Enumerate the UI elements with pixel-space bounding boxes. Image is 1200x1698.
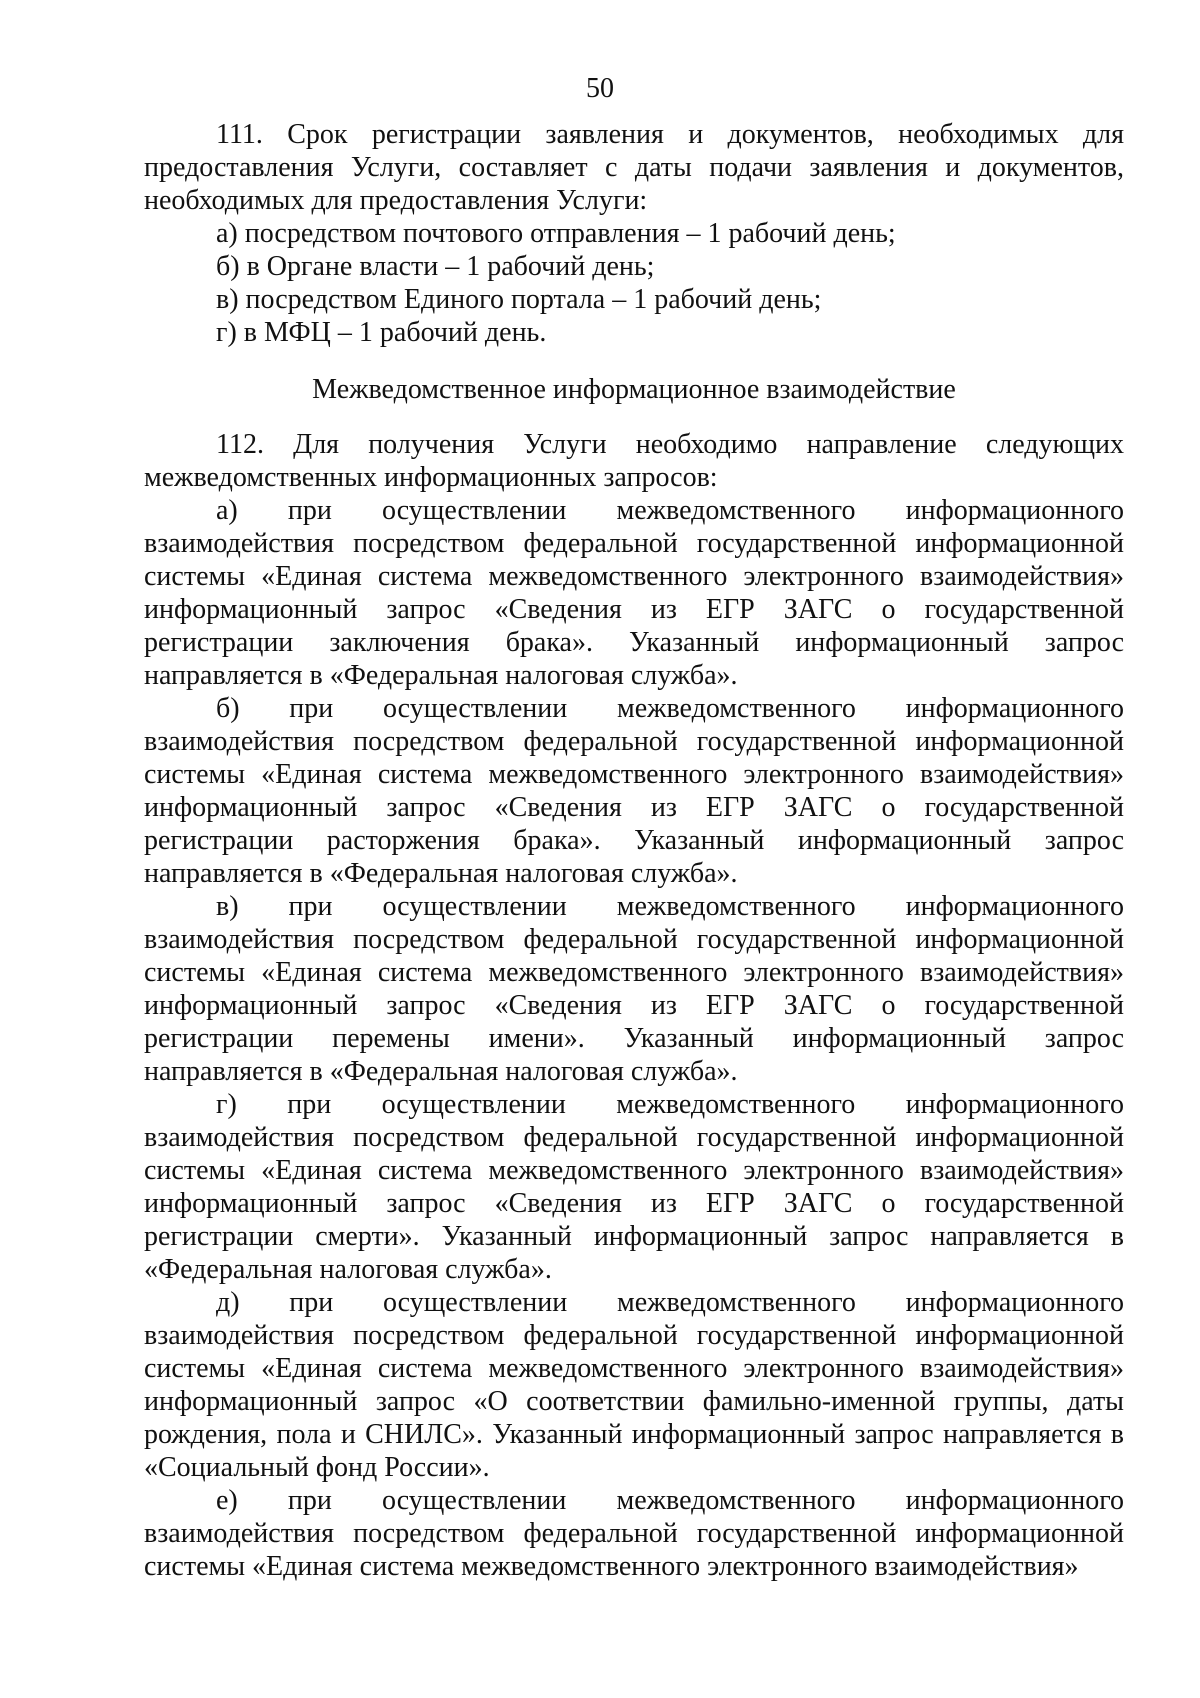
section-heading: Межведомственное информационное взаимодействие (312, 374, 956, 405)
paragraph-112-intro: 112. Для получения Услуги необходимо направление следующих межведомственных информационных запросов: (144, 429, 1124, 493)
page-number: 50 (586, 73, 614, 104)
paragraph-111-item-c: в) посредством Единого портала – 1 рабочий день; (216, 284, 822, 315)
document-body (144, 118, 1124, 1583)
paragraph-111-intro: 111. Срок регистрации заявления и документов, необходимых для предоставления Услуги, составляет с даты подачи заявления и документов, необходимых для предоставления Услуги: (144, 119, 1124, 216)
paragraph-112-item-d: г) при осуществлении межведомственного информационного взаимодействия посредством федеральной государственной информационной системы «Единая система межведомственного электронного взаимодействия» информационный запрос «Сведения из ЕГР ЗАГС о государственной регистрации смерти». Указанный информационный запрос направляется в «Федеральная налоговая служба». (144, 1089, 1124, 1285)
paragraph-112-item-a: а) при осуществлении межведомственного информационного взаимодействия посредством федеральной государственной информационной системы «Единая система межведомственного электронного взаимодействия» информационный запрос «Сведения из ЕГР ЗАГС о государственной регистрации заключения брака». Указанный информационный запрос направляется в «Федеральная налоговая служба». (144, 495, 1124, 691)
paragraph-112-item-e: д) при осуществлении межведомственного информационного взаимодействия посредством федеральной государственной информационной системы «Единая система межведомственного электронного взаимодействия» информационный запрос «О соответствии фамильно-именной группы, даты рождения, пола и СНИЛС». Указанный информационный запрос направляется в «Социальный фонд России». (144, 1287, 1124, 1483)
paragraph-111-item-a: а) посредством почтового отправления – 1 рабочий день; (216, 218, 896, 249)
paragraph-111-item-b: б) в Органе власти – 1 рабочий день; (216, 251, 655, 282)
paragraph-112-item-f: е) при осуществлении межведомственного информационного взаимодействия посредством федеральной государственной информационной системы «Единая система межведомственного электронного взаимодействия» (144, 1485, 1124, 1582)
paragraph-112-item-c: в) при осуществлении межведомственного информационного взаимодействия посредством федеральной государственной информационной системы «Единая система межведомственного электронного взаимодействия» информационный запрос «Сведения из ЕГР ЗАГС о государственной регистрации перемены имени». Указанный информационный запрос направляется в «Федеральная налоговая служба». (144, 891, 1124, 1087)
paragraph-111-item-d: г) в МФЦ – 1 рабочий день. (216, 317, 547, 348)
paragraph-112-item-b: б) при осуществлении межведомственного информационного взаимодействия посредством федеральной государственной информационной системы «Единая система межведомственного электронного взаимодействия» информационный запрос «Сведения из ЕГР ЗАГС о государственной регистрации расторжения брака». Указанный информационный запрос направляется в «Федеральная налоговая служба». (144, 693, 1124, 889)
